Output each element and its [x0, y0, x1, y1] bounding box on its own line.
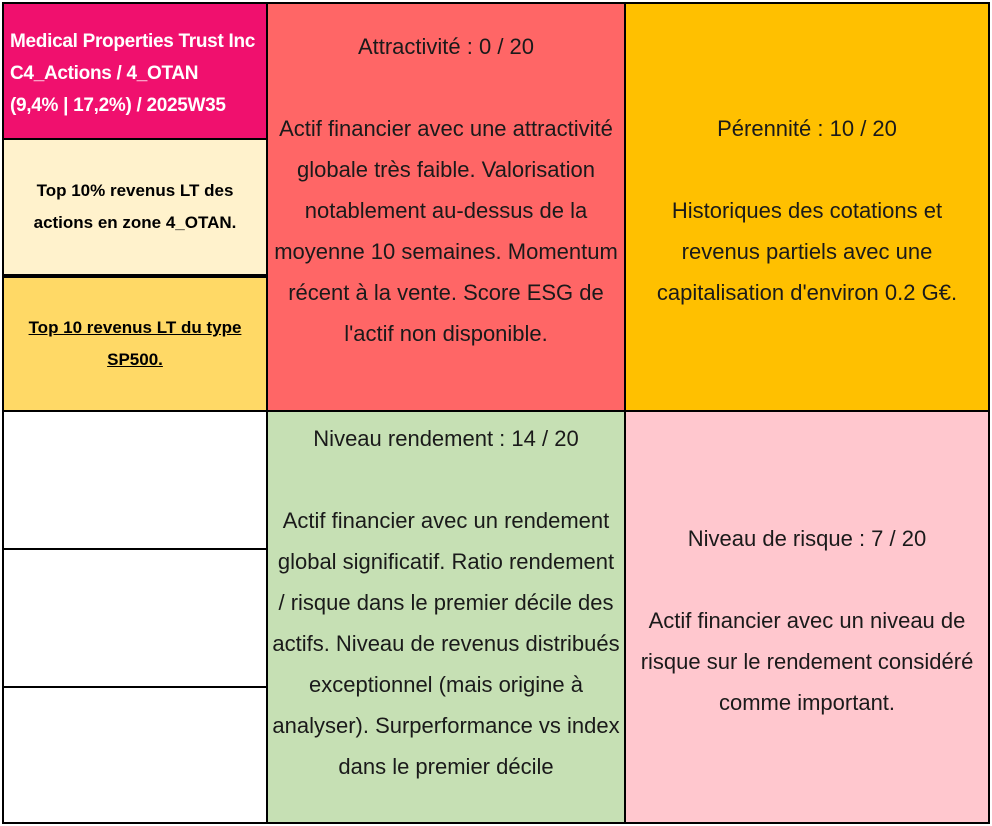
empty-cell-1	[2, 410, 268, 550]
risque-heading: Niveau de risque : 7 / 20	[687, 526, 927, 551]
asset-title-cell	[2, 2, 268, 140]
asset-stats: (9,4% | 17,2%) / 2025W35	[10, 95, 226, 116]
empty-cell-3	[2, 686, 268, 824]
asset-category: C4_Actions / 4_OTAN	[10, 63, 199, 84]
risque-cell	[624, 410, 990, 824]
rendement-text: Actif financier avec un rendement global significatif. Ratio rendement / risque dans le premier décile des actifs. Niveau de revenus distribués exceptionnel (mais origine à analyser). Surperformance vs index dans le premier décile	[272, 508, 620, 779]
perennite-text: Historiques des cotations et revenus partiels avec une capitalisation d'environ 0.2 G€.	[656, 198, 958, 305]
top10-type-cell	[2, 276, 268, 412]
perennite-heading: Pérennité : 10 / 20	[717, 116, 897, 141]
attractivite-cell	[266, 2, 626, 412]
empty-cell-2	[2, 548, 268, 688]
attractivite-heading: Attractivité : 0 / 20	[357, 34, 535, 59]
asset-name: Medical Properties Trust Inc	[10, 31, 256, 52]
risque-text: Actif financier avec un niveau de risque sur le rendement considéré comme important.	[640, 608, 974, 715]
top10-zone-cell	[2, 138, 268, 276]
rendement-cell	[266, 410, 626, 824]
top10-zone-badge: Top 10% revenus LT des actions en zone 4_OTAN.	[33, 181, 237, 232]
rendement-heading: Niveau rendement : 14 / 20	[313, 426, 579, 451]
top10-type-link[interactable]: Top 10 revenus LT du type SP500.	[28, 318, 242, 369]
attractivite-text: Actif financier avec une attractivité globale très faible. Valorisation notablement au-dessus de la moyenne 10 semaines. Momentum récent à la vente. Score ESG de l'actif non disponible.	[274, 116, 618, 346]
perennite-cell	[624, 2, 990, 412]
